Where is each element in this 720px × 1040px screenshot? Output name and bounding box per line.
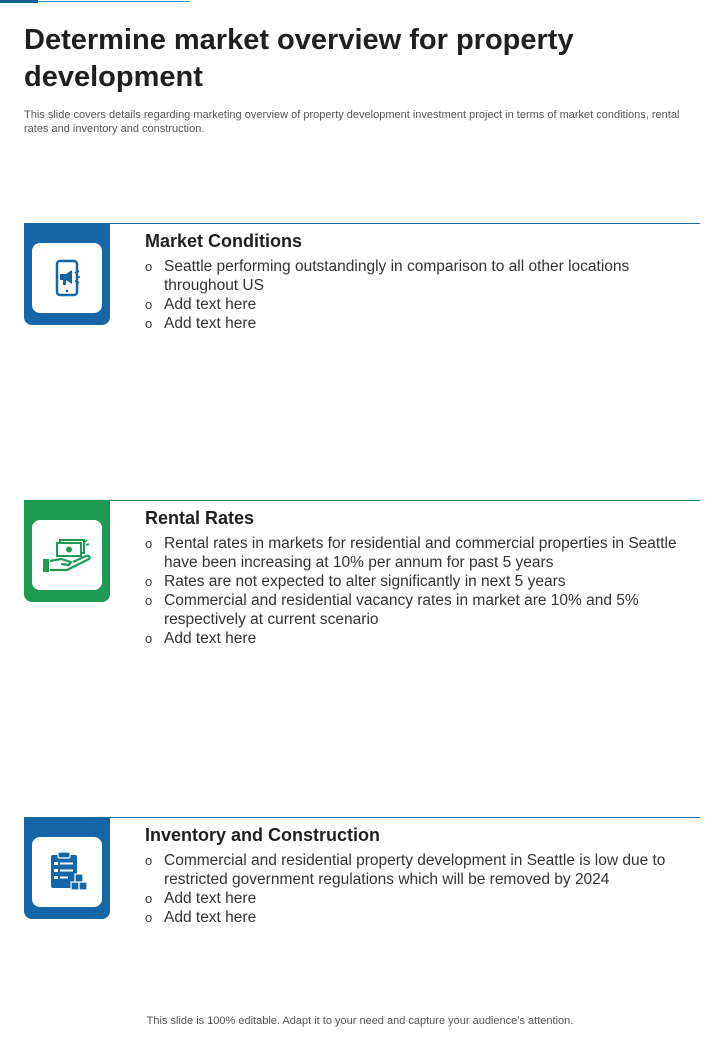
section-bullet-list xyxy=(145,851,700,927)
bullet-marker: o xyxy=(145,536,153,551)
list-item-text: Rates are not expected to alter significantly in next 5 years xyxy=(164,573,566,590)
section-icon-box xyxy=(24,223,110,325)
top-accent-bar xyxy=(0,0,190,3)
icon-tile xyxy=(32,243,102,313)
list-item-text: Add text here xyxy=(164,890,257,907)
list-item xyxy=(145,629,700,648)
list-item xyxy=(145,889,700,908)
top-accent-line xyxy=(38,1,190,2)
bullet-marker: o xyxy=(145,910,153,925)
section-divider xyxy=(110,500,700,501)
section-icon-box xyxy=(24,500,110,602)
bullet-marker: o xyxy=(145,891,153,906)
list-item xyxy=(145,572,700,591)
page-subtitle: This slide covers details regarding marketing overview of property development investment project in terms of market conditions, rental rates and inventory and construction. xyxy=(24,109,680,135)
section-heading: Market Conditions xyxy=(145,231,303,251)
list-item xyxy=(145,851,700,889)
section-icon-box xyxy=(24,817,110,919)
phone-megaphone-icon xyxy=(47,258,87,298)
list-item xyxy=(145,295,700,314)
section-divider xyxy=(110,817,700,818)
list-item-text: Commercial and residential property development in Seattle is low due to restricted government regulations which will be removed by 2024 xyxy=(164,852,666,888)
bullet-marker: o xyxy=(145,631,153,646)
section-heading: Rental Rates xyxy=(145,508,255,528)
list-item-text: Add text here xyxy=(164,296,257,313)
section-divider xyxy=(110,223,700,224)
list-item-text: Rental rates in markets for residential and commercial properties in Seattle have been increasing at 10% per annum for past 5 years xyxy=(164,535,677,571)
list-item xyxy=(145,591,700,629)
bullet-marker: o xyxy=(145,574,153,589)
bullet-marker: o xyxy=(145,259,153,274)
list-item-text: Commercial and residential vacancy rates in market are 10% and 5% respectively at current scenario xyxy=(164,592,639,628)
clipboard-boxes-icon xyxy=(45,850,89,894)
bullet-marker: o xyxy=(145,297,153,312)
list-item xyxy=(145,257,700,295)
list-item-text: Add text here xyxy=(164,315,257,332)
list-item-text: Add text here xyxy=(164,630,257,647)
bullet-marker: o xyxy=(145,593,153,608)
list-item-text: Add text here xyxy=(164,909,257,926)
list-item xyxy=(145,534,700,572)
section-bullet-list xyxy=(145,534,700,648)
hand-money-icon xyxy=(41,535,93,575)
page-title: Determine market overview for property development xyxy=(24,24,574,93)
bullet-marker: o xyxy=(145,316,153,331)
icon-tile xyxy=(32,520,102,590)
top-accent-dark xyxy=(0,0,38,3)
bullet-marker: o xyxy=(145,853,153,868)
section-bullet-list xyxy=(145,257,700,333)
list-item xyxy=(145,908,700,927)
list-item xyxy=(145,314,700,333)
footer-note: This slide is 100% editable. Adapt it to your need and capture your audience’s attention. xyxy=(146,1015,574,1027)
icon-tile xyxy=(32,837,102,907)
list-item-text: Seattle performing outstandingly in comparison to all other locations throughout US xyxy=(164,258,630,294)
section-heading: Inventory and Construction xyxy=(145,825,381,845)
